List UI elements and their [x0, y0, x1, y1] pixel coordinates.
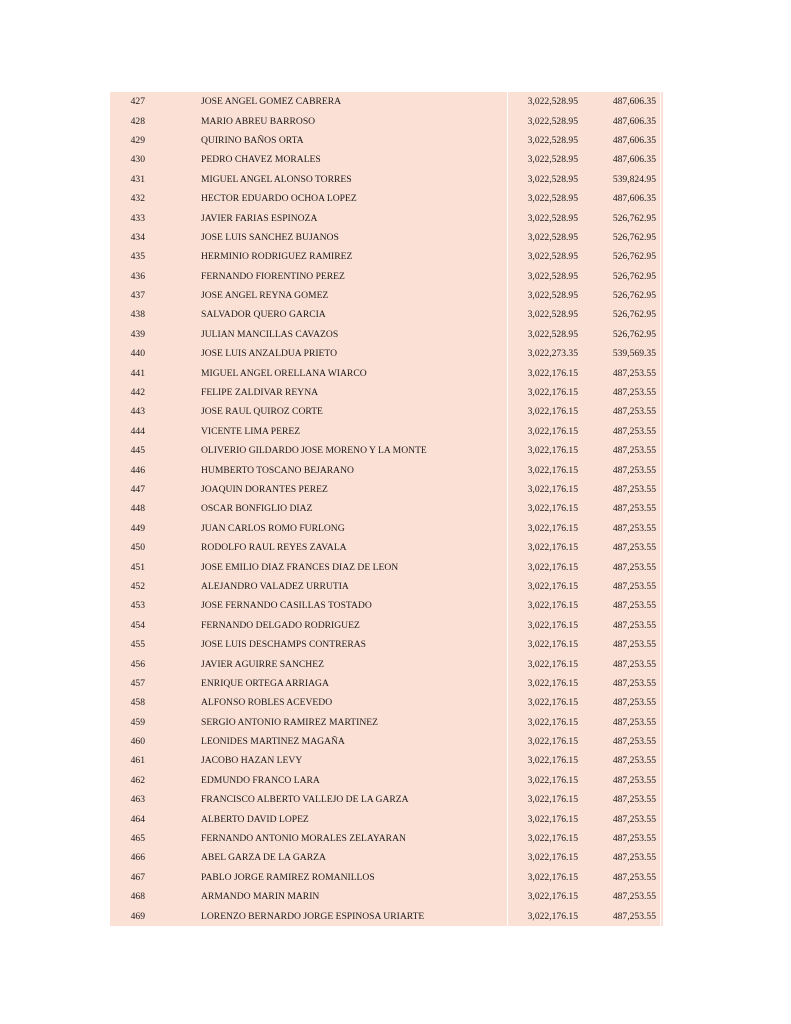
row-number: 455	[130, 639, 145, 651]
row-amount-total: 3,022,528.95	[527, 193, 578, 205]
row-number: 462	[130, 774, 145, 786]
row-amount-total: 3,022,176.15	[527, 387, 578, 399]
row-number: 456	[130, 658, 145, 670]
row-amount-total: 3,022,176.15	[527, 658, 578, 670]
column-divider	[660, 383, 661, 402]
row-amount-secondary: 487,253.55	[612, 736, 656, 748]
table-row	[110, 790, 663, 809]
row-number: 452	[130, 580, 145, 592]
column-divider	[660, 480, 661, 499]
row-amount-total: 3,022,528.95	[527, 270, 578, 282]
table-row	[110, 557, 663, 576]
row-number: 437	[130, 290, 145, 302]
column-divider	[660, 189, 661, 208]
row-number: 453	[130, 600, 145, 612]
row-name: JACOBO HAZAN LEVY	[201, 755, 303, 767]
row-number: 464	[130, 813, 145, 825]
table-row	[110, 363, 663, 382]
row-name: OSCAR BONFIGLIO DIAZ	[201, 503, 313, 515]
column-divider	[660, 519, 661, 538]
row-amount-total: 3,022,176.15	[527, 639, 578, 651]
table-row	[110, 887, 663, 906]
row-name: JAVIER FARIAS ESPINOZA	[201, 212, 318, 224]
table-row	[110, 654, 663, 673]
row-name: MIGUEL ANGEL ORELLANA WIARCO	[201, 367, 367, 379]
row-number: 435	[130, 251, 145, 263]
row-amount-total: 3,022,176.15	[527, 367, 578, 379]
row-amount-secondary: 487,253.55	[612, 522, 656, 534]
row-name: ARMANDO MARIN MARIN	[201, 891, 320, 903]
table-row	[110, 170, 663, 189]
row-amount-secondary: 487,253.55	[612, 697, 656, 709]
row-name: JAVIER AGUIRRE SANCHEZ	[201, 658, 324, 670]
row-name: VICENTE LIMA PEREZ	[201, 425, 301, 437]
column-divider	[660, 693, 661, 712]
column-divider	[660, 208, 661, 227]
row-amount-secondary: 487,253.55	[612, 561, 656, 573]
row-amount-total: 3,022,176.15	[527, 736, 578, 748]
row-number: 432	[130, 193, 145, 205]
row-amount-secondary: 526,762.95	[612, 231, 656, 243]
row-number: 467	[130, 871, 145, 883]
column-divider	[660, 538, 661, 557]
table-row	[110, 713, 663, 732]
table-row	[110, 383, 663, 402]
row-name: FRANCISCO ALBERTO VALLEJO DE LA GARZA	[201, 794, 409, 806]
row-amount-secondary: 526,762.95	[612, 309, 656, 321]
row-number: 438	[130, 309, 145, 321]
row-amount-secondary: 487,253.55	[612, 484, 656, 495]
row-amount-total: 3,022,176.15	[527, 852, 578, 864]
row-number: 434	[130, 231, 145, 243]
row-name: JOAQUIN DORANTES PEREZ	[201, 484, 328, 495]
row-name: FERNANDO ANTONIO MORALES ZELAYARAN	[201, 833, 406, 845]
row-number: 440	[130, 348, 145, 360]
column-divider	[660, 848, 661, 867]
row-amount-total: 3,022,176.15	[527, 619, 578, 631]
row-amount-secondary: 487,253.55	[612, 871, 656, 883]
row-name: SALVADOR QUERO GARCIA	[201, 309, 326, 321]
column-divider	[660, 286, 661, 305]
row-amount-total: 3,022,176.15	[527, 445, 578, 457]
row-amount-secondary: 526,762.95	[612, 212, 656, 224]
row-name: PABLO JORGE RAMIREZ ROMANILLOS	[201, 871, 375, 883]
row-name: PEDRO CHAVEZ MORALES	[201, 154, 321, 166]
column-divider	[660, 131, 661, 150]
row-amount-secondary: 487,606.35	[612, 134, 656, 146]
column-divider	[660, 868, 661, 887]
row-number: 468	[130, 891, 145, 903]
table-row	[110, 519, 663, 538]
table-row	[110, 674, 663, 693]
column-divider	[660, 596, 661, 615]
row-number: 458	[130, 697, 145, 709]
row-amount-total: 3,022,176.15	[527, 561, 578, 573]
row-amount-total: 3,022,528.95	[527, 251, 578, 263]
row-amount-secondary: 487,253.55	[612, 503, 656, 515]
row-amount-secondary: 539,569.35	[612, 348, 656, 360]
row-amount-total: 3,022,176.15	[527, 464, 578, 476]
table-row	[110, 208, 663, 227]
column-divider	[660, 305, 661, 324]
table-row	[110, 616, 663, 635]
row-amount-total: 3,022,176.15	[527, 677, 578, 689]
table-row	[110, 189, 663, 208]
row-number: 465	[130, 833, 145, 845]
column-divider	[660, 460, 661, 479]
column-divider	[660, 771, 661, 790]
row-name: HUMBERTO TOSCANO BEJARANO	[201, 464, 354, 476]
row-number: 447	[130, 484, 145, 495]
table-row	[110, 402, 663, 421]
row-name: FERNANDO FIORENTINO PEREZ	[201, 270, 345, 282]
row-amount-secondary: 487,253.55	[612, 619, 656, 631]
row-number: 460	[130, 736, 145, 748]
column-divider	[660, 887, 661, 906]
table-row	[110, 538, 663, 557]
row-number: 469	[130, 910, 145, 922]
row-name: LORENZO BERNARDO JORGE ESPINOSA URIARTE	[201, 910, 425, 922]
column-divider	[660, 441, 661, 460]
row-amount-secondary: 487,253.55	[612, 813, 656, 825]
row-number: 439	[130, 328, 145, 340]
column-divider	[660, 170, 661, 189]
column-divider	[660, 732, 661, 751]
row-amount-total: 3,022,528.95	[527, 115, 578, 127]
table-row	[110, 577, 663, 596]
row-name: JOSE LUIS ANZALDUA PRIETO	[201, 348, 338, 360]
row-amount-secondary: 487,253.55	[612, 833, 656, 845]
row-name: MIGUEL ANGEL ALONSO TORRES	[201, 173, 352, 185]
table-row	[110, 111, 663, 130]
table-row	[110, 809, 663, 828]
row-amount-secondary: 487,253.55	[612, 406, 656, 418]
row-amount-total: 3,022,176.15	[527, 600, 578, 612]
row-amount-total: 3,022,176.15	[527, 580, 578, 592]
row-amount-secondary: 487,606.35	[612, 154, 656, 166]
table-row	[110, 906, 663, 925]
row-number: 443	[130, 406, 145, 418]
column-divider	[660, 557, 661, 576]
column-divider	[660, 751, 661, 770]
row-amount-secondary: 487,253.55	[612, 716, 656, 728]
table-row	[110, 771, 663, 790]
row-number: 457	[130, 677, 145, 689]
row-amount-secondary: 487,253.55	[612, 387, 656, 399]
row-amount-total: 3,022,176.15	[527, 484, 578, 495]
row-name: EDMUNDO FRANCO LARA	[201, 774, 320, 786]
row-number: 444	[130, 425, 145, 437]
table-row	[110, 732, 663, 751]
table-row	[110, 92, 663, 111]
row-number: 442	[130, 387, 145, 399]
row-amount-secondary: 487,253.55	[612, 600, 656, 612]
row-amount-secondary: 487,253.55	[612, 891, 656, 903]
row-name: ALEJANDRO VALADEZ URRUTIA	[201, 580, 349, 592]
column-divider	[660, 111, 661, 130]
row-number: 441	[130, 367, 145, 379]
row-amount-total: 3,022,528.95	[527, 96, 578, 108]
table-row	[110, 247, 663, 266]
row-number: 463	[130, 794, 145, 806]
table-row	[110, 286, 663, 305]
row-amount-total: 3,022,528.95	[527, 173, 578, 185]
row-number: 446	[130, 464, 145, 476]
row-number: 431	[130, 173, 145, 185]
row-name: QUIRINO BAÑOS ORTA	[201, 134, 304, 146]
row-name: JOSE RAUL QUIROZ CORTE	[201, 406, 323, 418]
row-amount-secondary: 487,253.55	[612, 445, 656, 457]
row-amount-secondary: 487,253.55	[612, 639, 656, 651]
table-row	[110, 228, 663, 247]
row-name: JOSE LUIS SANCHEZ BUJANOS	[201, 231, 339, 243]
table-row	[110, 305, 663, 324]
table-row	[110, 848, 663, 867]
row-amount-total: 3,022,176.15	[527, 716, 578, 728]
table-row	[110, 829, 663, 848]
row-name: LEONIDES MARTINEZ MAGAÑA	[201, 736, 345, 748]
column-divider	[660, 577, 661, 596]
row-amount-secondary: 487,253.55	[612, 755, 656, 767]
row-amount-total: 3,022,176.15	[527, 406, 578, 418]
row-name: JUAN CARLOS ROMO FURLONG	[201, 522, 345, 534]
row-amount-total: 3,022,176.15	[527, 503, 578, 515]
row-number: 454	[130, 619, 145, 631]
row-amount-secondary: 526,762.95	[612, 328, 656, 340]
row-amount-total: 3,022,176.15	[527, 813, 578, 825]
column-divider	[660, 344, 661, 363]
row-amount-total: 3,022,176.15	[527, 891, 578, 903]
row-amount-total: 3,022,528.95	[527, 154, 578, 166]
column-divider	[660, 325, 661, 344]
row-amount-total: 3,022,528.95	[527, 231, 578, 243]
row-number: 428	[130, 115, 145, 127]
row-name: FERNANDO DELGADO RODRIGUEZ	[201, 619, 360, 631]
row-number: 429	[130, 134, 145, 146]
row-number: 451	[130, 561, 145, 573]
column-divider	[660, 402, 661, 421]
row-amount-secondary: 539,824.95	[612, 173, 656, 185]
row-name: HECTOR EDUARDO OCHOA LOPEZ	[201, 193, 357, 205]
row-number: 445	[130, 445, 145, 457]
row-amount-secondary: 526,762.95	[612, 251, 656, 263]
row-amount-total: 3,022,176.15	[527, 910, 578, 922]
column-divider	[660, 92, 661, 111]
row-amount-total: 3,022,176.15	[527, 425, 578, 437]
column-divider	[660, 674, 661, 693]
column-divider	[660, 809, 661, 828]
row-name: FELIPE ZALDIVAR REYNA	[201, 387, 319, 399]
row-amount-secondary: 487,253.55	[612, 542, 656, 554]
row-number: 427	[130, 96, 145, 108]
row-amount-secondary: 487,606.35	[612, 193, 656, 205]
row-amount-total: 3,022,176.15	[527, 774, 578, 786]
table-row	[110, 596, 663, 615]
row-amount-total: 3,022,176.15	[527, 871, 578, 883]
row-number: 433	[130, 212, 145, 224]
row-amount-total: 3,022,528.95	[527, 290, 578, 302]
table-row	[110, 868, 663, 887]
table-row	[110, 131, 663, 150]
row-name: MARIO ABREU BARROSO	[201, 115, 316, 127]
row-number: 466	[130, 852, 145, 864]
row-name: JOSE FERNANDO CASILLAS TOSTADO	[201, 600, 372, 612]
row-name: JOSE ANGEL GOMEZ CABRERA	[201, 96, 342, 108]
row-number: 449	[130, 522, 145, 534]
row-name: OLIVERIO GILDARDO JOSE MORENO Y LA MONTE	[201, 445, 427, 457]
row-number: 430	[130, 154, 145, 166]
row-amount-secondary: 487,253.55	[612, 774, 656, 786]
row-amount-secondary: 487,253.55	[612, 677, 656, 689]
row-amount-total: 3,022,273.35	[527, 348, 578, 360]
data-table	[110, 92, 663, 926]
column-divider	[660, 228, 661, 247]
column-divider	[660, 654, 661, 673]
row-number: 436	[130, 270, 145, 282]
row-amount-total: 3,022,528.95	[527, 309, 578, 321]
row-amount-secondary: 487,253.55	[612, 464, 656, 476]
row-name: RODOLFO RAUL REYES ZAVALA	[201, 542, 347, 554]
row-name: HERMINIO RODRIGUEZ RAMIREZ	[201, 251, 353, 263]
row-amount-total: 3,022,528.95	[527, 212, 578, 224]
row-name: JOSE EMILIO DIAZ FRANCES DIAZ DE LEON	[201, 561, 399, 573]
table-row	[110, 751, 663, 770]
column-divider	[660, 713, 661, 732]
table-row	[110, 150, 663, 169]
row-name: ABEL GARZA DE LA GARZA	[201, 852, 326, 864]
row-name: ALBERTO DAVID LOPEZ	[201, 813, 309, 825]
row-name: JOSE ANGEL REYNA GOMEZ	[201, 290, 329, 302]
row-name: ALFONSO ROBLES ACEVEDO	[201, 697, 333, 709]
table-row	[110, 344, 663, 363]
row-amount-total: 3,022,528.95	[527, 134, 578, 146]
table-row	[110, 499, 663, 518]
row-amount-secondary: 487,606.35	[612, 115, 656, 127]
row-name: ENRIQUE ORTEGA ARRIAGA	[201, 677, 329, 689]
row-amount-total: 3,022,176.15	[527, 542, 578, 554]
row-number: 461	[130, 755, 145, 767]
table-row	[110, 460, 663, 479]
row-number: 459	[130, 716, 145, 728]
table-row	[110, 441, 663, 460]
column-divider	[660, 150, 661, 169]
table-row	[110, 267, 663, 286]
column-divider	[660, 906, 661, 925]
row-amount-total: 3,022,528.95	[527, 328, 578, 340]
row-number: 448	[130, 503, 145, 515]
table-row	[110, 693, 663, 712]
row-amount-secondary: 526,762.95	[612, 290, 656, 302]
column-divider	[660, 363, 661, 382]
row-amount-total: 3,022,176.15	[527, 522, 578, 534]
column-divider	[660, 616, 661, 635]
row-amount-secondary: 487,253.55	[612, 580, 656, 592]
table-row	[110, 325, 663, 344]
row-amount-secondary: 526,762.95	[612, 270, 656, 282]
column-divider	[660, 422, 661, 441]
column-divider	[660, 247, 661, 266]
column-divider	[660, 267, 661, 286]
column-divider	[660, 499, 661, 518]
column-divider	[660, 829, 661, 848]
row-number: 450	[130, 542, 145, 554]
row-amount-total: 3,022,176.15	[527, 755, 578, 767]
row-amount-total: 3,022,176.15	[527, 833, 578, 845]
column-divider	[660, 635, 661, 654]
row-amount-secondary: 487,253.55	[612, 658, 656, 670]
row-amount-secondary: 487,606.35	[612, 96, 656, 108]
row-amount-secondary: 487,253.55	[612, 910, 656, 922]
row-name: JULIAN MANCILLAS CAVAZOS	[201, 328, 339, 340]
row-amount-secondary: 487,253.55	[612, 367, 656, 379]
row-amount-secondary: 487,253.55	[612, 425, 656, 437]
row-amount-secondary: 487,253.55	[612, 794, 656, 806]
table-row	[110, 480, 663, 499]
row-name: JOSE LUIS DESCHAMPS CONTRERAS	[201, 639, 366, 651]
table-row	[110, 635, 663, 654]
row-amount-total: 3,022,176.15	[527, 697, 578, 709]
table-row	[110, 422, 663, 441]
row-amount-secondary: 487,253.55	[612, 852, 656, 864]
row-name: SERGIO ANTONIO RAMIREZ MARTINEZ	[201, 716, 378, 728]
column-divider	[660, 790, 661, 809]
row-amount-total: 3,022,176.15	[527, 794, 578, 806]
